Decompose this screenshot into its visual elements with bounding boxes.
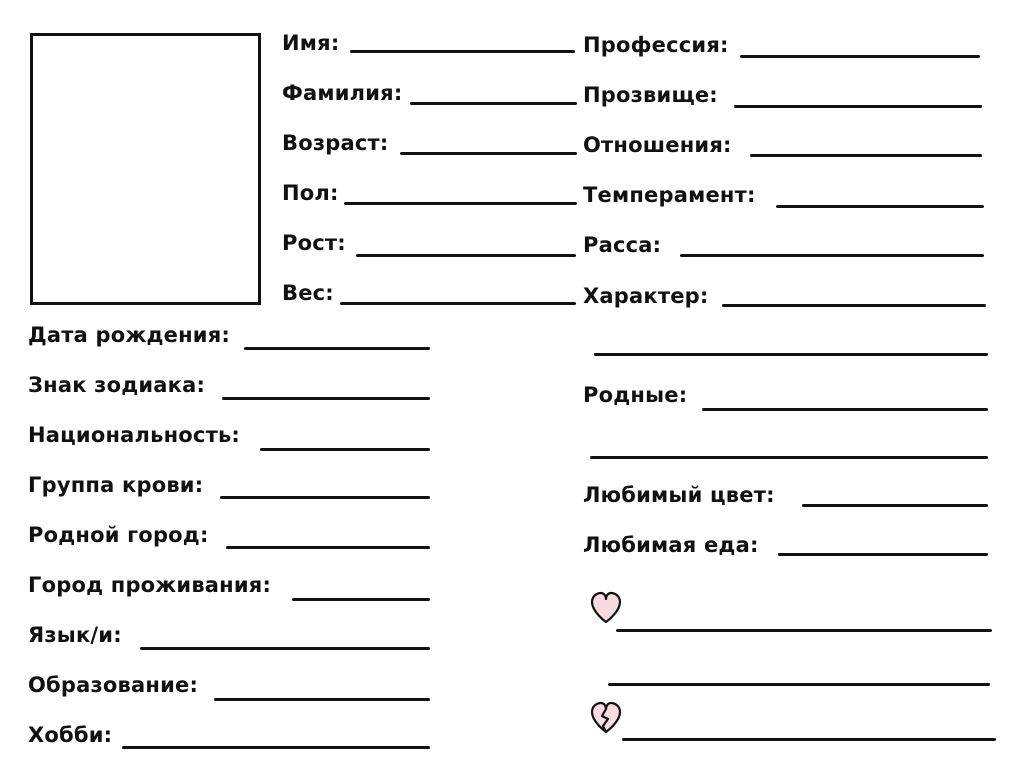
field-relatives-continued[interactable]: [590, 456, 988, 459]
field-likes[interactable]: [616, 629, 992, 632]
field-favorite-color[interactable]: [802, 504, 988, 507]
label-surname: Фамилия:: [282, 81, 403, 105]
field-height[interactable]: [356, 254, 576, 257]
field-temperament[interactable]: [776, 205, 984, 208]
field-nationality[interactable]: [260, 448, 430, 451]
label-hometown: Родной город:: [28, 523, 209, 547]
label-character: Характер:: [583, 284, 709, 308]
field-relationship[interactable]: [750, 154, 982, 157]
field-character[interactable]: [722, 304, 986, 307]
label-relatives: Родные:: [583, 383, 688, 407]
field-birthdate[interactable]: [244, 347, 430, 350]
label-profession: Профессия:: [583, 33, 729, 57]
field-education[interactable]: [214, 698, 430, 701]
label-birthdate: Дата рождения:: [28, 323, 230, 347]
label-relationship: Отношения:: [583, 133, 732, 157]
label-race: Расса:: [583, 233, 662, 257]
field-favorite-food[interactable]: [778, 553, 988, 556]
label-nationality: Национальность:: [28, 423, 241, 447]
field-surname[interactable]: [410, 102, 577, 105]
label-age: Возраст:: [282, 131, 389, 155]
field-hometown[interactable]: [226, 546, 430, 549]
label-favorite-food: Любимая еда:: [583, 533, 759, 557]
field-name[interactable]: [350, 50, 575, 53]
photo-frame[interactable]: [30, 33, 261, 305]
label-height: Рост:: [282, 231, 346, 255]
field-age[interactable]: [400, 152, 577, 155]
label-sex: Пол:: [282, 181, 339, 205]
broken-heart-icon: [588, 700, 624, 736]
field-profession[interactable]: [740, 55, 980, 58]
field-weight[interactable]: [340, 302, 576, 305]
field-relatives[interactable]: [702, 408, 988, 411]
field-hobbies[interactable]: [122, 746, 430, 749]
field-likes-continued[interactable]: [608, 683, 990, 686]
label-name: Имя:: [282, 31, 340, 55]
field-dislikes[interactable]: [622, 738, 996, 741]
heart-icon: [588, 590, 624, 626]
field-residence[interactable]: [292, 598, 430, 601]
field-character-continued[interactable]: [594, 353, 988, 356]
label-blood-type: Группа крови:: [28, 473, 204, 497]
label-education: Образование:: [28, 673, 199, 697]
field-nickname[interactable]: [734, 105, 982, 108]
field-zodiac[interactable]: [222, 397, 430, 400]
label-nickname: Прозвище:: [583, 83, 718, 107]
label-weight: Вес:: [282, 281, 334, 305]
label-zodiac: Знак зодиака:: [28, 373, 206, 397]
field-blood-type[interactable]: [220, 496, 430, 499]
label-temperament: Темперамент:: [583, 183, 756, 207]
label-favorite-color: Любимый цвет:: [583, 483, 775, 507]
label-languages: Язык/и:: [28, 623, 122, 647]
label-hobbies: Хобби:: [28, 723, 113, 747]
label-residence: Город проживания:: [28, 573, 272, 597]
field-sex[interactable]: [344, 202, 577, 205]
field-languages[interactable]: [140, 647, 430, 650]
field-race[interactable]: [680, 254, 984, 257]
